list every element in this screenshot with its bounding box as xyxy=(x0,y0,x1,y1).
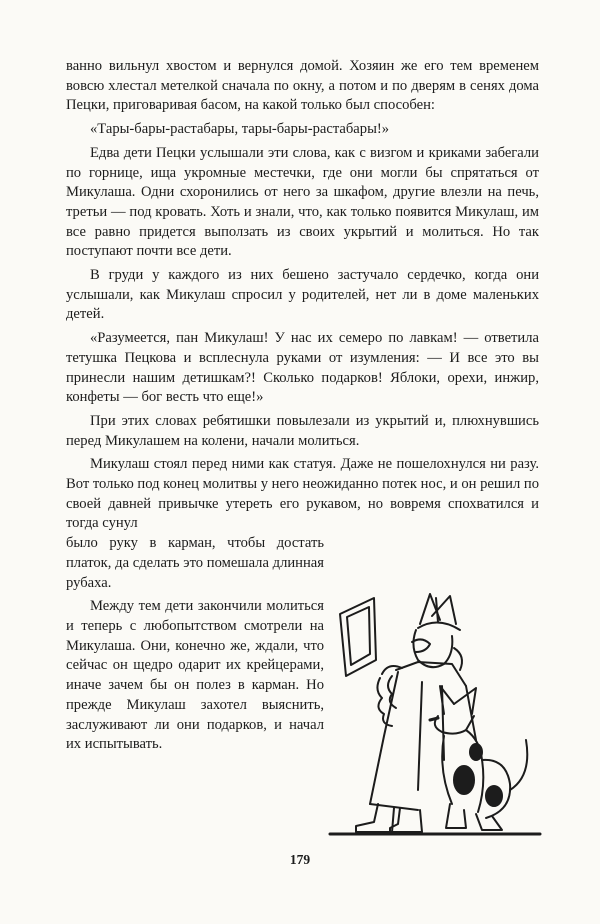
paragraph-1: ванно вильнул хвостом и вернулся домой. Хозяин же его тем временем вовсю хлестал метелкой сначала по окну, а потом и по дверям в сенях дома Пецки, приговаривая басом, на какой только был способен: xyxy=(66,58,539,114)
paragraph-7-continued: было руку в карман, чтобы достать платок, да сделать это помешала длинная рубаха. xyxy=(66,535,324,591)
figure-boots xyxy=(356,804,422,832)
paragraph-3: Едва дети Пецки услышали эти слова, как с визгом и криками забегали по горнице, ища укромные местечки, где они могли бы спрятаться от Микулаша. Одни схоронились от него за шкафом, другие влезли на печь, третьи — под кровать. Хоть и знали, что, как только появится Микулаш, им все равно придется выползать из своих укрытий и молиться. Но так поступают почти все дети. xyxy=(66,144,539,260)
mitre-hat xyxy=(418,594,460,630)
page-number: 179 xyxy=(289,852,311,867)
paragraph-7: Микулаш стоял перед ними как статуя. Даже не пошелохнулся ни разу. Вот только под конец молитвы у него неожиданно потек нос, и он решил по своей давней привычке утереть его рукавом, но вовремя спохватился и тогда сунул xyxy=(66,456,539,532)
paragraph-8: Между тем дети закончили молиться и теперь с любопытством смотрели на Микулаша. Они, конечно же, ждали, что сейчас он щедро одарит их крейцерами, иначе зачем бы он полез в карман. Но прежде Микулаш захотел выяснить, заслуживают ли они подарков, и начал их испытывать. xyxy=(66,598,324,753)
wall-picture-frame xyxy=(340,598,376,676)
paragraph-4: В груди у каждого из них бешено застучало сердечко, когда они услышали, как Микулаш спросил у родителей, нет ли в доме маленьких детей. xyxy=(66,267,539,323)
paragraph-2: «Тары-бары-растабары, тары-бары-растабары!» xyxy=(90,121,390,138)
paragraph-6: При этих словах ребятишки повылезали из укрытий и, плюхнувшись перед Микулашем на колени, начали молиться. xyxy=(66,412,539,449)
paragraph-5: «Разумеется, пан Микулаш! У нас их семеро по лавкам! — ответила тетушка Пецкова и всплеснула руками от изумления: — И все это вы принесли нашим детишкам?! Сколько подарков! Яблоки, орехи, инжир, конфеты — бог весть что еще!» xyxy=(66,330,539,406)
mikulash-with-dog-illustration xyxy=(326,590,544,840)
